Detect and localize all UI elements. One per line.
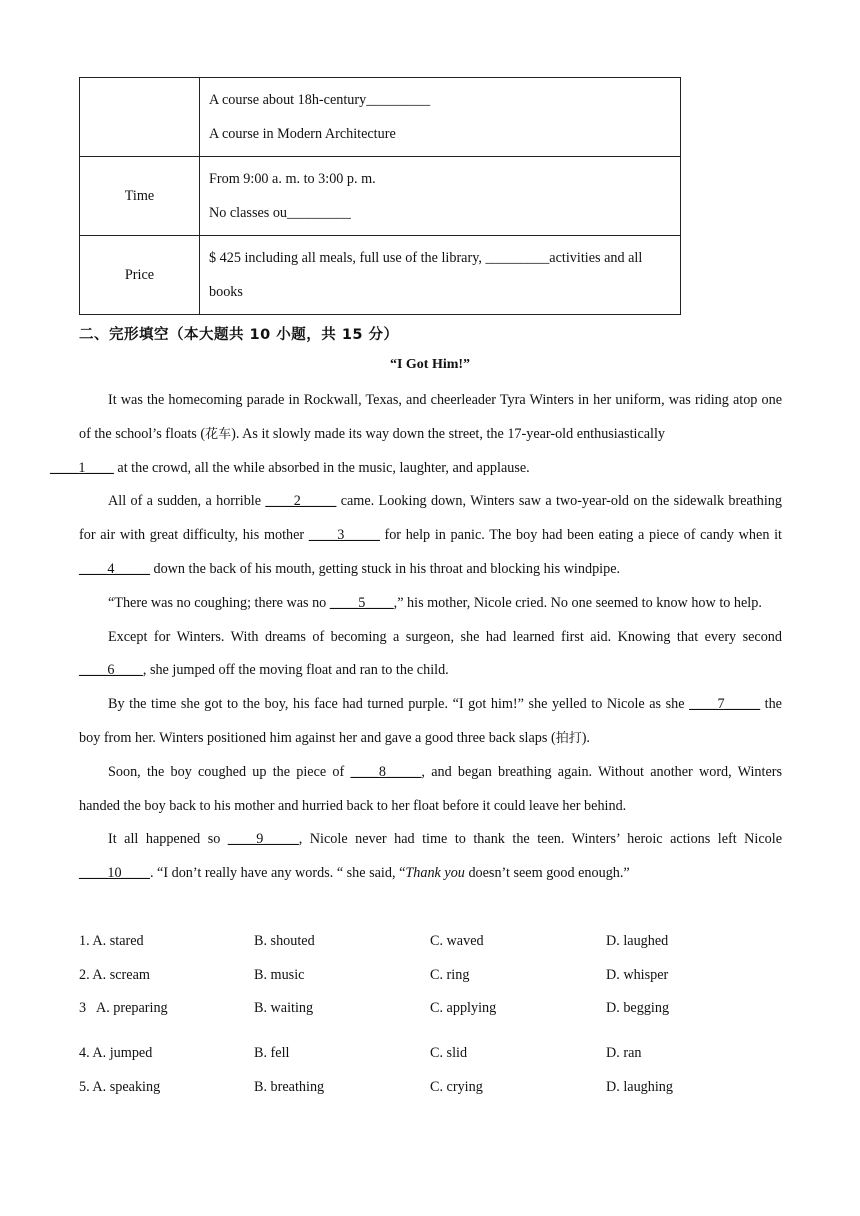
option-row <box>79 967 782 987</box>
chinese-gloss: 花车 <box>205 426 232 442</box>
option-b: B. shouted <box>254 933 315 949</box>
paragraph <box>79 621 782 689</box>
option-b: B. waiting <box>254 1000 314 1016</box>
passage-text: , Nicole never had time to thank the teen. Winters’ heroic actions left Nicole <box>298 831 783 848</box>
passage-text: came. Looking down, Winters saw a two-year-old on the sidewalk breathing for air with great difficulty, his mother <box>79 493 782 544</box>
passage-text: ). As it slowly made its way down the street, the 17-year-old enthusiastically <box>231 425 666 442</box>
passage-text: the boy from her. Winters positioned him against her and gave a good three back slaps ( <box>79 696 782 746</box>
content-line: $ 425 including all meals, full use of the library, _________activities and all <box>209 250 643 266</box>
option-a: 5. A. speaking <box>79 1079 161 1095</box>
blank-9: ____9_____ <box>227 831 299 848</box>
paragraph <box>50 384 782 485</box>
row-label: Price <box>80 236 200 315</box>
passage-text: Except for Winters. With dreams of becoming a surgeon, she had learned first aid. Knowing that every second <box>108 628 782 645</box>
paragraph <box>79 688 782 756</box>
option-row <box>79 1000 782 1020</box>
option-row <box>79 1045 782 1065</box>
option-d: D. whisper <box>606 967 669 983</box>
row-label: Time <box>80 157 200 236</box>
passage-text: All of a sudden, a horrible <box>108 493 266 510</box>
option-row <box>79 1079 782 1099</box>
row-content <box>200 236 681 315</box>
blank-10: ____10____ <box>79 865 150 882</box>
content-line: A course in Modern Architecture <box>209 126 396 142</box>
passage-title: “I Got Him!” <box>389 357 471 372</box>
passage-text: It was the homecoming parade in Rockwall, Texas, and cheerleader Tyra Winters in her uniform, was riding atop one of the school’s floats ( <box>79 392 782 442</box>
passage-text: , she jumped off the moving float and ran to the child. <box>142 662 449 679</box>
option-d: D. laughing <box>606 1079 673 1095</box>
option-b: B. fell <box>254 1045 290 1061</box>
blank-5: ____5____ <box>329 594 394 611</box>
passage-text: . “I don’t really have any words. “ she said, “ <box>149 865 406 882</box>
paragraph <box>79 756 782 824</box>
content-line: books <box>209 284 243 300</box>
passage-text: , and began breathing again. Without another word, Winters handed the boy back to his mother and hurried back to her float before it could leave her behind. <box>79 763 782 814</box>
blank-7: ____7_____ <box>689 696 761 713</box>
table-row <box>80 78 681 157</box>
option-a: 1. A. stared <box>79 933 144 949</box>
course-info-table <box>79 77 681 315</box>
option-d: D. ran <box>606 1045 642 1061</box>
row-content <box>200 78 681 157</box>
blank-3: ____3_____ <box>308 527 380 544</box>
option-c: C. slid <box>430 1045 468 1061</box>
italic-text: Thank you <box>405 865 465 882</box>
passage-text: ,” his mother, Nicole cried. No one seemed to know how to help. <box>393 594 762 611</box>
passage-text: at the crowd, all the while absorbed in the music, laughter, and applause. <box>113 459 530 476</box>
option-d: D. begging <box>606 1000 670 1016</box>
row-label <box>80 78 200 157</box>
passage-text: Soon, the boy coughed up the piece of <box>108 763 351 780</box>
chinese-gloss: 拍打 <box>555 730 582 746</box>
passage-text: down the back of his mouth, getting stuck in his throat and blocking his windpipe. <box>149 560 621 577</box>
cloze-passage <box>50 384 783 891</box>
option-c: C. crying <box>430 1079 483 1095</box>
passage-text: doesn’t seem good enough.” <box>464 865 630 882</box>
paragraph <box>79 485 782 586</box>
option-b: B. music <box>254 967 305 983</box>
passage-text: for help in panic. The boy had been eating a piece of candy when it <box>379 527 782 544</box>
option-row <box>79 933 782 953</box>
blank-1: ____1____ <box>50 459 114 476</box>
passage-text: ). <box>581 729 590 746</box>
section-heading: 二、完形填空（本大题共 10 小题，共 15 分） <box>79 327 399 343</box>
option-c: C. waved <box>430 933 484 949</box>
option-c: C. applying <box>430 1000 497 1016</box>
option-b: B. breathing <box>254 1079 325 1095</box>
paragraph <box>79 823 782 891</box>
blank-6: ____6____ <box>79 662 143 679</box>
option-d: D. laughed <box>606 933 669 949</box>
passage-text: It all happened so <box>108 831 228 848</box>
option-a: 3 A. preparing <box>79 1000 168 1016</box>
option-a: 4. A. jumped <box>79 1045 153 1061</box>
option-c: C. ring <box>430 967 470 983</box>
passage-text: By the time she got to the boy, his face had turned purple. “I got him!” she yelled to Nicole as she <box>108 696 690 713</box>
blank-4: ____4_____ <box>79 560 150 577</box>
paragraph <box>79 587 782 621</box>
content-line: A course about 18h-century_________ <box>209 92 431 108</box>
row-content <box>200 157 681 236</box>
table-row <box>80 157 681 236</box>
passage-text: “There was no coughing; there was no <box>108 594 330 611</box>
content-line: From 9:00 a. m. to 3:00 p. m. <box>209 171 376 187</box>
option-a: 2. A. scream <box>79 967 150 983</box>
blank-2: ____2_____ <box>265 493 337 510</box>
table-row <box>80 236 681 315</box>
blank-8: ____8_____ <box>350 763 422 780</box>
content-line: No classes ou_________ <box>209 205 351 221</box>
